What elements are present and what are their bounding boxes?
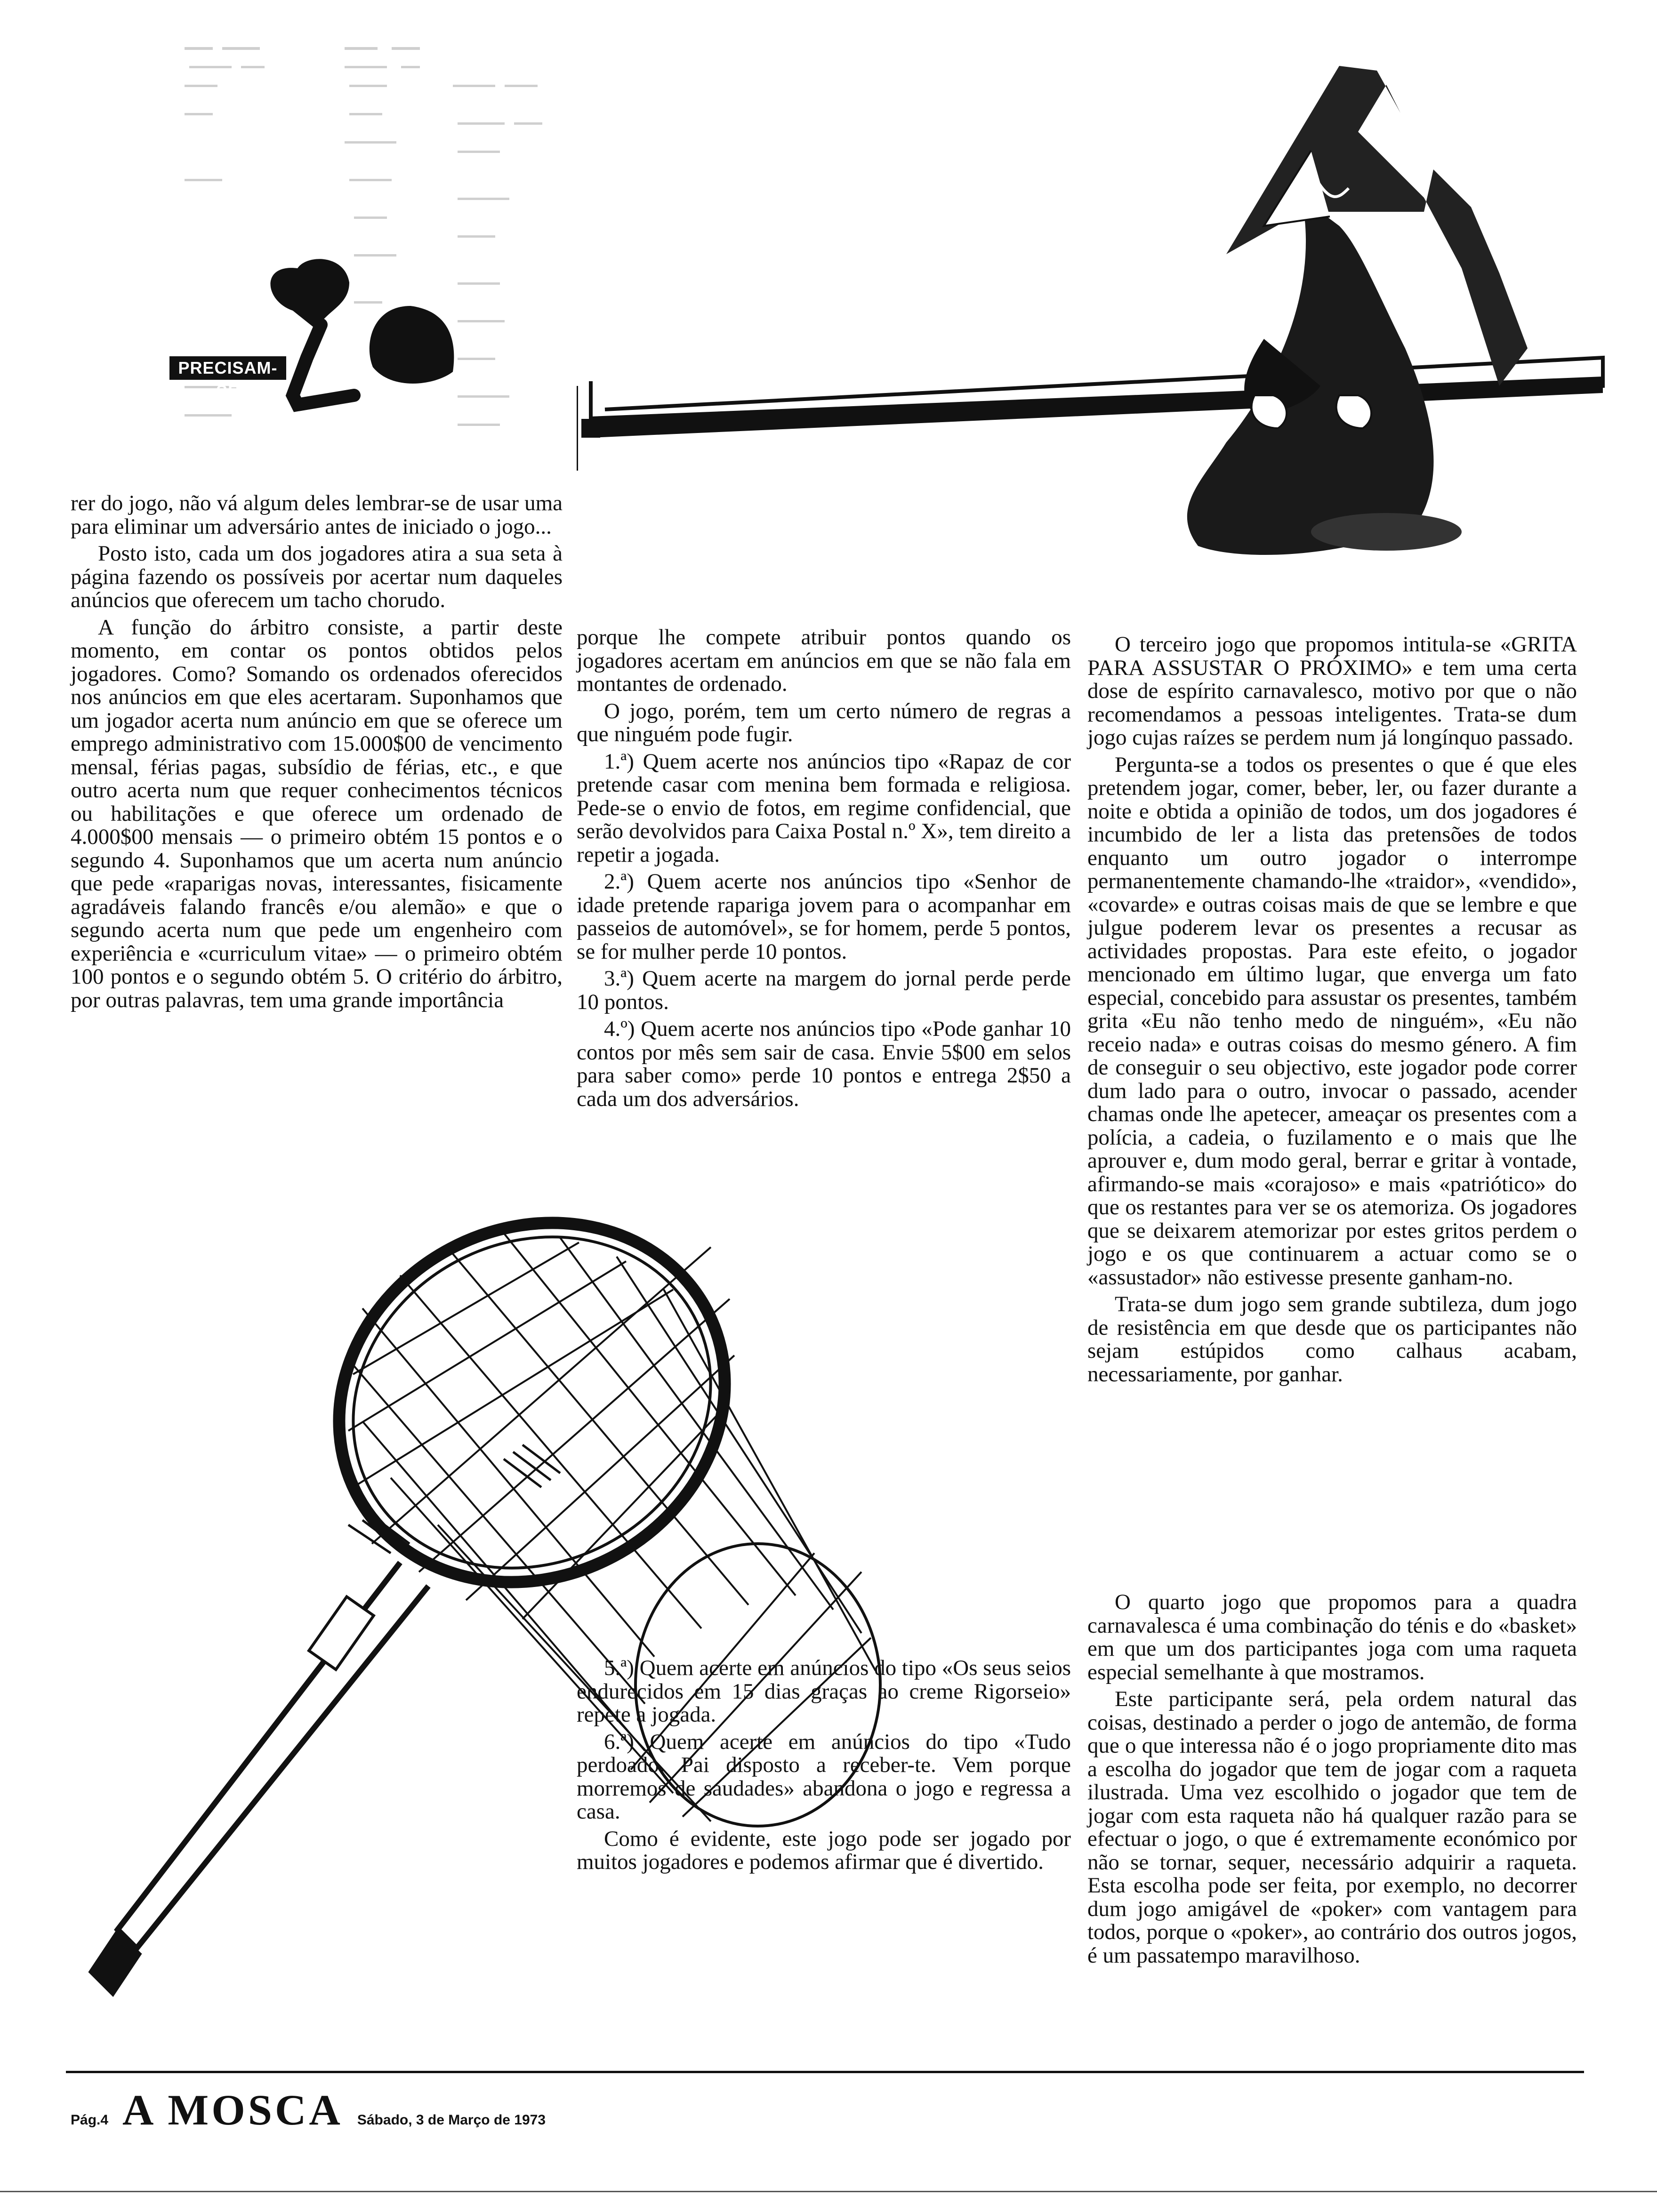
paragraph: A função do árbitro consiste, a partir deste momento, em contar os pontos obtidos pelos jogadores. Como? Somando os ordenados oferecidos nos anúncios em que eles acertaram. Suponhamos que um jogador acerta num anúncio em que se oferece um emprego administrativo com 15.000$00 de vencimento mensal, férias pagas, subsídio de férias, etc., e que outro acerta num que requer conhecimentos técnicos ou habilitações e que oferece um ordenado de 4.000$00 mensais — o primeiro obtém 15 pontos e o segundo 4. Suponhamos que um acerta num anúncio que pede «raparigas novas, interessantes, fisicamente agradáveis falando francês e/ou alemão» e que o segundo acerta num que pede um engenheiro com experiência e «curriculum vitae» — o primeiro obtém 100 pontos e o segundo obtém 5. O critério do árbitro, por outras palavras, tem uma grande importância (71, 615, 563, 1012)
paragraph: rer do jogo, não vá algum deles lembrar-se de usar uma para eliminar um adversário antes de iniciado o jogo... (71, 491, 563, 539)
arrow-shaft (293, 325, 354, 405)
column-left (71, 492, 563, 1016)
rule-5: 5.ª) Quem acerte em anúncios do tipo «Os seus seios endurecidos em 15 dias graças ao creme Rigorseio» repete a jogada. (577, 1656, 1071, 1727)
paragraph: Pergunta-se a todos os presentes o que é que eles pretendem jogar, comer, beber, ler, ou fazer durante a noite e obtida a opinião de todos, um dos jogadores é incumbido de ler a lista das pretensões de todos enquanto um outro jogador o interrompe permanentemente chamando-lhe «traidor», «vendido», «covarde» e outras coisas mais de que se lembre e que julgue poderem levar os presentes a recusar as actividades propostas. Para este efeito, o jogador mencionado em último lugar, que enverga um fato especial, concebido para assustar os presentes, também grita «Eu não tenho medo de ninguém», «Eu não receio nada» e outras coisas do mesmo género. A fim de conseguir o seu objectivo, este jogador pode correr dum lado para o outro, invocar o passado, acender chamas onde lhe apetecer, ameaçar os presentes com a polícia, a cadeia, o fuzilamento e o mais que lhe aprouver e, dum modo geral, berrar e gritar à vontade, afirmando-se mais «corajoso» e mais «patriótico» do que os restantes para ver se os atemoriza. Os jogadores que se deixarem atemorizar por estes gritos perdem o jogo e os que continuarem a actuar como se o «assustador» não estivesse presente ganham-no. (1087, 752, 1577, 1290)
column-middle-top (577, 626, 1071, 1114)
paragraph: Como é evidente, este jogo pode ser jogado por muitos jogadores e podemos afirmar que é divertido. (577, 1826, 1071, 1874)
rule-1: 1.ª) Quem acerte nos anúncios tipo «Rapaz de cor pretende casar com menina bem formada e religiosa. Pede-se o envio de fotos, em regime confidencial, que serão devolvidos para Caixa Postal n.º X», tem direito a repetir a jogada. (577, 749, 1071, 867)
paragraph: O jogo, porém, tem um certo número de regras a que ninguém pode fugir. (577, 698, 1071, 746)
witch-on-broom-illustration (577, 56, 1631, 555)
paragraph: O terceiro jogo que propomos intitula-se «GRITA PARA ASSUSTAR O PRÓXIMO» e tem uma certa dose de espírito carnavalesco, motivo por que o não recomendamos a pessoas inteligentes. Trata-se dum jogo cujas raízes se perdem num já longínquo passado. (1087, 632, 1577, 750)
masthead-logo: A MOSCA (122, 2086, 343, 2134)
rule-6: 6.ª) Quem acerte em anúncios do tipo «Tudo perdoado. Pai disposto a receber-te. Vem porque morremos de saudades» abandona o jogo e regressa a casa. (577, 1729, 1071, 1824)
footer-rule (66, 2071, 1584, 2073)
column-right-bottom (1087, 1591, 1577, 1971)
rule-2: 2.ª) Quem acerte nos anúncios tipo «Senhor de idade pretende rapariga jovem para o acompanhar em passeios de automóvel», se for homem, perde 5 pontos, se for mulher perde 10 pontos. (577, 869, 1071, 964)
rule-3: 3.ª) Quem acerte na margem do jornal perde perde 10 pontos. (577, 966, 1071, 1014)
paragraph: Posto isto, cada um dos jogadores atira a sua seta à página fazendo os possíveis por acertar num daqueles anúncios que oferecem um tacho chorudo. (71, 541, 563, 612)
ink-blot (370, 306, 454, 384)
page-number: Pág.4 (71, 2112, 109, 2128)
newsprint-texture (43, 0, 594, 452)
paragraph: Este participante será, pela ordem natural das coisas, destinado a perder o jogo de antemão, de forma que o que interessa não é o jogo propriamente dito mas a escolha do jogador que tem de jogar com a raqueta ilustrada. Uma vez escolhido o jogador que tem de jogar com esta raqueta não há qualquer razão para se efectuar o jogo, o que é extremamente económico por não se tornar, sequer, necessário adquirir a raqueta. Esta escolha pode ser feita, por exemplo, no decorrer dum jogo amigável de «poker» com vantagem para todos, porque o «poker», ao contrário dos outros jogos, é um passatempo maravilhoso. (1087, 1687, 1577, 1968)
issue-date: Sábado, 3 de Março de 1973 (357, 2112, 546, 2128)
racket-net-illustration (61, 1195, 1097, 2005)
footer (71, 2085, 546, 2137)
column-middle-bottom (577, 1657, 1071, 1878)
column-right-top (1087, 633, 1577, 1390)
paragraph: porque lhe compete atribuir pontos quando os jogadores acertam em anúncios em que se não fala em montantes de ordenado. (577, 625, 1071, 696)
paragraph: O quarto jogo que propomos para a quadra carnavalesca é uma combinação do ténis e do «basket» em que um dos participantes joga com uma raqueta especial semelhante à que mostramos. (1087, 1590, 1577, 1684)
precisam-se-label: PRECISAM-SE (169, 356, 286, 380)
classified-clipping-illustration (43, 0, 594, 452)
heart-icon (271, 259, 350, 329)
page-edge-rule (0, 2191, 1657, 2192)
rule-4: 4.º) Quem acerte nos anúncios tipo «Pode ganhar 10 contos por mês sem sair de casa. Envie 5$00 em selos para saber como» perde 10 pontos e entrega 2$50 a cada um dos adversários. (577, 1017, 1071, 1111)
paragraph: Trata-se dum jogo sem grande subtileza, dum jogo de resistência em que desde que os participantes não sejam estúpidos como calhaus acabam, necessariamente, por ganhar. (1087, 1292, 1577, 1387)
